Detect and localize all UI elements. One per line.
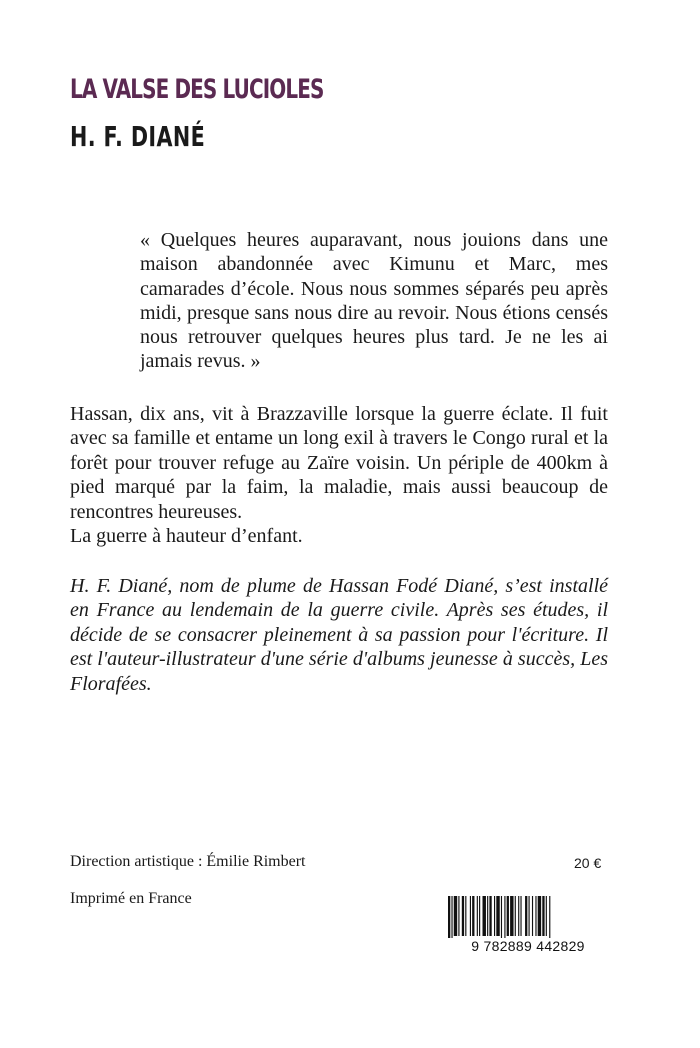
isbn-digits: 9 782889 442829 [471,938,585,954]
book-author: H. F. DIANÉ [70,120,206,153]
summary-tagline: La guerre à hauteur d’enfant. [70,525,303,547]
summary-paragraph: Hassan, dix ans, vit à Brazzaville lorsque la guerre éclate. Il fuit avec sa famille et entame un long exil à travers le Congo rural et la forêt pour trouver refuge au Zaïre voisin. Un périple de 400km à pied marqué par la faim, la maladie, mais aussi beaucoup de rencontres heureuses. [70,403,608,523]
barcode-icon [446,896,610,938]
book-title: LA VALSE DES LUCIOLES [70,74,324,105]
excerpt-quote: « Quelques heures auparavant, nous jouions dans une maison abandonnée avec Kimunu et Marc, mes camarades d’école. Nous nous sommes séparés peu après midi, presque sans nous dire au revoir. Nous étions censés nous retrouver quelques heures plus tard. Je ne les ai jamais revus. » [140,229,608,373]
art-direction-credit: Direction artistique : Émilie Rimbert [70,853,306,870]
price-label: 20 € [574,855,602,871]
author-bio: H. F. Diané, nom de plume de Hassan Fodé Diané, s’est installé en France au lendemain de la guerre civile. Après ses études, il décide de se consacrer pleinement à sa passion pour l'écriture. Il est l'auteur-illustrateur d'une série d'albums jeunesse à succès, Les Florafées. [70,575,608,695]
isbn-barcode [446,896,610,954]
printed-in-label: Imprimé en France [70,890,192,907]
